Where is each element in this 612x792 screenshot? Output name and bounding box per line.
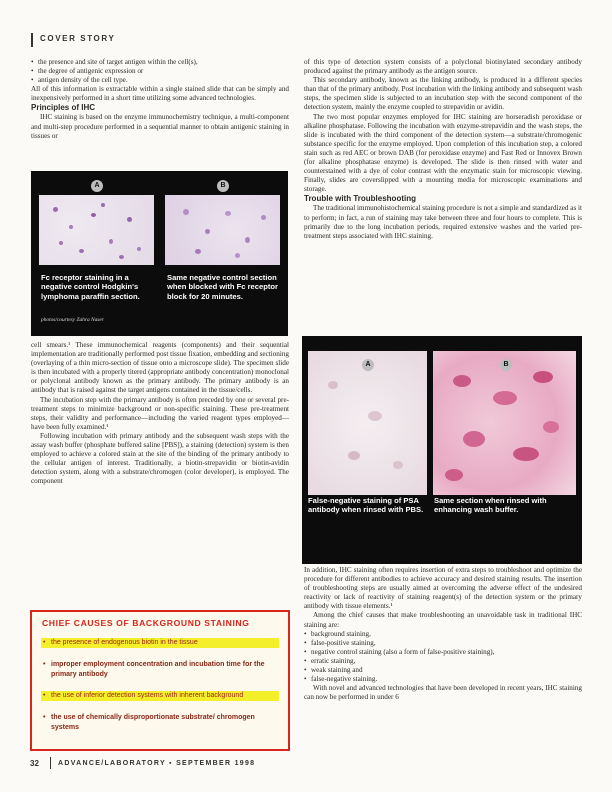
figure-fc-receptor [31, 171, 288, 336]
cell-dot [513, 447, 539, 461]
micrograph-a [39, 195, 154, 265]
cell-dot [109, 239, 113, 244]
cause-item: • the use of chemically disproportionate substrate/ chromogen systems [41, 713, 279, 732]
paragraph: cell smears.¹ These immunochemical reagents (components) and their sequential implementation are traditionally performed post tissue fixation, embedding and sectioning (overlaying of a thin micro-section of tissue onto a microscope slide). The specimen slide is then incubated with a properly titered (appropriate antibody concentration) monoclonal or polyclonal antibody known as the primary antibody. The primary antibody is an antibody that is raised against the target antigens contained in the tissue/cells. [31, 341, 289, 395]
cell-dot [533, 371, 553, 383]
cause-item: • the presence of endogenous biotin in the tissue [41, 638, 279, 648]
cause-item: • improper employment concentration and incubation time for the primary antibody [41, 660, 279, 679]
photo-credit: photos/courtesy Zahra Naser [41, 317, 104, 323]
cell-dot [235, 253, 240, 258]
list-item: • erratic staining, [304, 657, 582, 666]
cell-dot [195, 249, 201, 254]
right-column-bottom [304, 566, 582, 702]
cell-dot [91, 213, 96, 217]
paragraph: In addition, IHC staining often requires insertion of extra steps to troubleshoot and optimize the procedure for different antibodies to achieve accuracy and desired staining results. The insertion of troubleshooting steps are usually aimed at overcoming the adverse effect of the undesired reactivity or lack of reactivity of staining reagent(s) of the detection system or the primary antibody with tissue elements.¹ [304, 566, 582, 611]
cell-dot [205, 229, 210, 234]
left-column-top [31, 58, 289, 141]
cell-dot [119, 255, 124, 259]
subheading: Principles of IHC [31, 103, 96, 113]
chief-causes-box [30, 610, 290, 751]
paragraph: With novel and advanced technologies that have been developed in recent years, IHC staining can now be performed in under 6 [304, 684, 582, 702]
paragraph: This secondary antibody, known as the linking antibody, is produced in a different species than that of the primary antibody. Post incubation with the linking antibody and subsequent wash steps, the specimen slide is subjected to an incubation step with the second component of the detection system, mainly the enzyme coupled to strepavidin or avidin. [304, 76, 582, 112]
cell-dot [543, 421, 559, 433]
cell-dot [53, 207, 58, 212]
cell-dot [79, 249, 84, 253]
micrograph-b [433, 351, 576, 495]
cell-dot [69, 225, 73, 229]
cell-dot [348, 451, 360, 460]
cell-dot [101, 203, 105, 207]
badge-a: A [362, 359, 374, 371]
caption-a: Fc receptor staining in a negative control Hodgkin's lymphoma paraffin section. [41, 273, 140, 301]
paragraph: The two most popular enzymes employed for IHC staining are horseradish peroxidase or alkaline phosphatase. Following the incubation with enzyme-strepavidin and the wash steps, the slide is incubated with the third component of the detection system—a substrate/chromogenic substance specific for the enzyme employed. Upon completion of this incubation step, a colored stain such as red AEC or brown DAB (for peroxidase enzyme) and Fast Red or Innovex Brown (for alkaline phosphatase enzyme) is developed. The slide is then rinsed with water and counterstained with a dye of color contrast with the enzymatic stain for microscopic viewing. Finally, slides are coverslipped with a mounting media for microscopic examinations and storage. [304, 112, 582, 194]
cell-dot [453, 375, 471, 387]
paragraph: Among the chief causes that make troubleshooting an unavoidable task in traditional IHC staining are: [304, 611, 582, 629]
footer-rule [50, 757, 51, 769]
paragraph: IHC staining is based on the enzyme immunochemistry technique, a multi-component and multi-step procedure performed in a sequential manner to obtain antigenic staining in tissues or [31, 113, 289, 140]
cell-dot [261, 215, 266, 220]
section-label: COVER STORY [40, 34, 116, 43]
caption-b: Same section when rinsed with enhancing wash buffer. [434, 496, 547, 515]
header-rule [31, 33, 33, 47]
caption-a: False-negative staining of PSA antibody when rinsed with PBS. [308, 496, 424, 515]
figure-psa-staining [302, 336, 582, 564]
cell-dot [127, 217, 132, 222]
cell-dot [245, 237, 250, 243]
bullet-list [304, 630, 582, 685]
running-footer: ADVANCE/LABORATORY ▪ SEPTEMBER 1998 [58, 760, 256, 767]
cell-dot [493, 391, 517, 405]
paragraph: Following incubation with primary antibody and the subsequent wash steps with the assay wash buffer (phosphate buffered saline [PBS]), a staining (detection) system is then employed to achieve a colored stain at the site of the binding of the primary antibody to the cellular antigen of interest. Traditionally, a biotin-strepavidin or biotin-avidin detection system, along with a substrate/chromogen (color developer), is employed. The component [31, 431, 289, 486]
list-item: • antigen density of the cell type. [31, 76, 289, 85]
caption-b: Same negative control section when blocked with Fc receptor block for 20 minutes. [167, 273, 278, 301]
subheading: Trouble with Troubleshooting [304, 194, 416, 204]
paragraph: The incubation step with the primary antibody is often preceded by one or several pre-treatment steps to minimize background or non-specific staining. These pre-treatment steps, their validity and performance—including the varied reagent types employed—have been fully examined.¹ [31, 395, 289, 431]
bullet-list [31, 58, 289, 85]
cell-dot [393, 461, 403, 469]
paragraph: of this type of detection system consists of a polyclonal biotinylated secondary antibody produced against the primary antibody as the antigen source. [304, 58, 582, 76]
badge-b: B [500, 359, 512, 371]
cause-item: • the use of inferior detection systems with inherent background [41, 691, 279, 701]
micrograph-b [165, 195, 280, 265]
list-item: • the presence and site of target antigen within the cell(s), [31, 58, 289, 67]
cell-dot [59, 241, 63, 245]
list-item: • the degree of antigenic expression or [31, 67, 289, 76]
page-number: 32 [30, 759, 39, 768]
list-item: • weak staining and [304, 666, 582, 675]
cell-dot [225, 211, 231, 216]
cell-dot [463, 431, 485, 447]
cell-dot [445, 469, 463, 481]
cell-dot [183, 209, 189, 215]
list-item: • background staining, [304, 630, 582, 639]
paragraph: The traditional immunohistochemical staining procedure is not a simple and standardized as it to perform; in fact, a run of staining may take between three and four hours to complete. This is primarily due to the long incubation periods, required extensive washes and the varied pre-treatment steps associated with IHC staining. [304, 204, 582, 240]
cell-dot [328, 381, 338, 389]
list-item: • negative control staining (also a form of false-positive staining), [304, 648, 582, 657]
cell-dot [137, 247, 141, 251]
cell-dot [368, 411, 382, 421]
badge-a: A [91, 180, 103, 192]
paragraph: All of this information is extractable within a single stained slide that can be simply and inexpensively performed in a short time utilizing some advanced technologies. [31, 85, 289, 103]
list-item: • false-negative staining. [304, 675, 582, 684]
badge-b: B [217, 180, 229, 192]
box-title: CHIEF CAUSES OF BACKGROUND STAINING [42, 618, 250, 628]
micrograph-a [308, 351, 427, 495]
list-item: • false-positive staining, [304, 639, 582, 648]
left-column-bottom [31, 341, 289, 487]
right-column-top [304, 58, 582, 241]
